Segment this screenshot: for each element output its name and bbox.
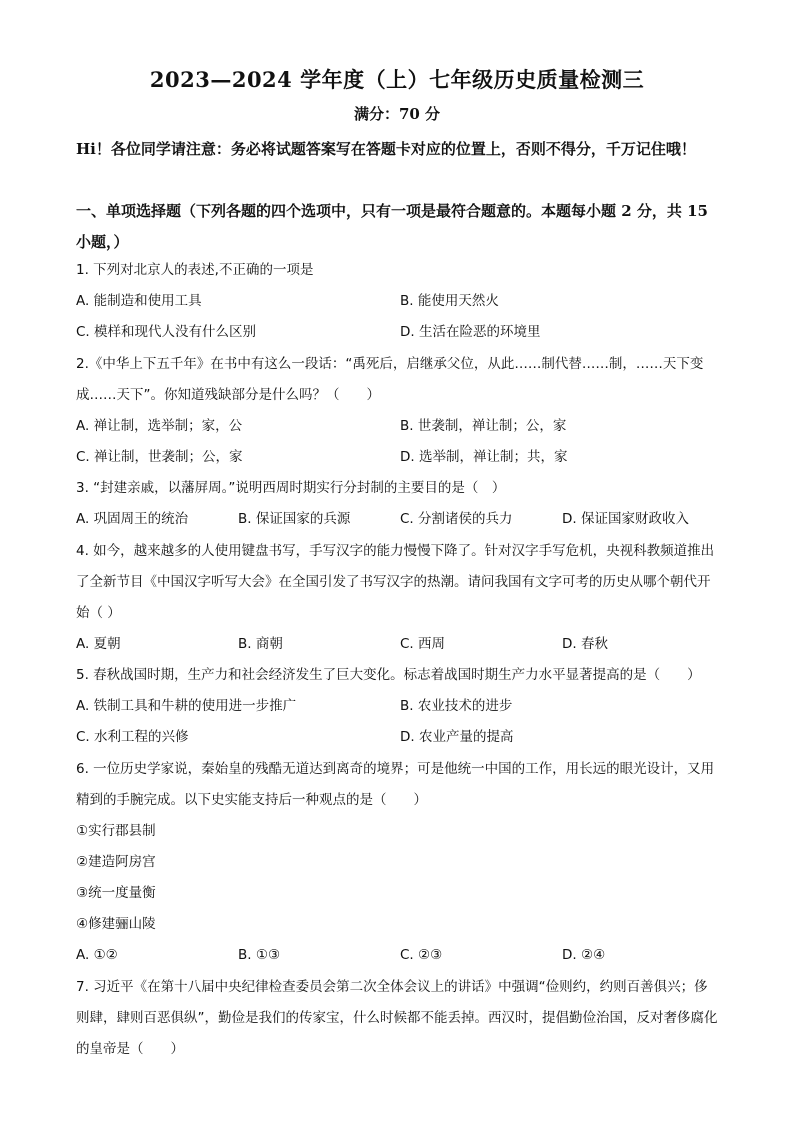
option-b: B. 商朝 (238, 636, 283, 652)
option-d: D. 春秋 (562, 636, 608, 652)
question-1-stem: 1. 下列对北京人的表述,不正确的一项是 (76, 262, 314, 278)
option-a: A. 夏朝 (76, 636, 121, 652)
option-c: C. 水利工程的兴修 (76, 729, 189, 745)
option-a: A. 禅让制，选举制；家，公 (76, 418, 243, 434)
question-5-stem: 5. 春秋战国时期，生产力和社会经济发生了巨大变化。标志着战国时期生产力水平显著提高的是（ ） (76, 667, 701, 683)
question-6-stem: 6. 一位历史学家说，秦始皇的残酷无道达到离奇的境界；可是他统一中国的工作，用长远的眼光设计，又用精到的手腕完成。以下史实能支持后一种观点的是（ ） (76, 761, 715, 808)
option-b: B. 世袭制，禅让制；公，家 (400, 418, 567, 434)
question-4-options (76, 629, 721, 660)
option-c: C. 西周 (400, 636, 446, 652)
question-5-options-row2 (76, 722, 721, 753)
statement-4: ④修建骊山陵 (76, 916, 156, 932)
option-d: D. 选举制，禅让制；共，家 (400, 449, 568, 465)
option-c: C. ②③ (400, 947, 443, 963)
option-b: B. ①③ (238, 947, 281, 963)
section-heading: 一、单项选择题（下列各题的四个选项中，只有一项是最符合题意的。本题每小题 2 分，共 15 小题，） (76, 202, 708, 251)
question-3-stem: 3. “封建亲戚，以藩屏周。”说明西周时期实行分封制的主要目的是（ ） (76, 480, 506, 496)
option-a: A. ①② (76, 947, 118, 963)
question-1-options-row2 (76, 317, 721, 348)
notice-text: Hi！各位同学请注意：务必将试题答案写在答题卡对应的位置上，否则不得分，千万记住哦！ (76, 140, 696, 158)
option-c: C. 禅让制，世袭制；公，家 (76, 449, 243, 465)
question-5-options-row1 (76, 691, 721, 722)
option-d: D. ②④ (562, 947, 606, 963)
option-d: D. 保证国家财政收入 (562, 511, 689, 527)
exam-title: 2023—2024 学年度（上）七年级历史质量检测三 (149, 67, 645, 92)
statement-3: ③统一度量衡 (76, 885, 156, 901)
option-b: B. 农业技术的进步 (400, 698, 513, 714)
statement-1: ①实行郡县制 (76, 823, 156, 839)
question-2-stem: 2.《中华上下五千年》在书中有这么一段话：“禹死后，启继承父位，从此……制代替……制，……天下变成……天下”。你知道残缺部分是什么吗？（ ） (76, 356, 704, 403)
option-d: D. 农业产量的提高 (400, 729, 514, 745)
full-score: 满分：70 分 (353, 105, 441, 123)
question-6-options (76, 940, 721, 971)
question-2-options-row1 (76, 411, 721, 442)
question-4-stem: 4. 如今，越来越多的人使用键盘书写，手写汉字的能力慢慢下降了。针对汉字手写危机，央视科教频道推出了全新节目《中国汉字听写大会》在全国引发了书写汉字的热潮。请问我国有文字可考的历史从哪个朝代开始（ ） (76, 543, 715, 621)
statement-2: ②建造阿房宫 (76, 854, 156, 870)
option-a: A. 能制造和使用工具 (76, 293, 202, 309)
option-b: B. 保证国家的兵源 (238, 511, 351, 527)
option-b: B. 能使用天然火 (400, 293, 499, 309)
option-c: C. 模样和现代人没有什么区别 (76, 324, 257, 340)
option-d: D. 生活在险恶的环境里 (400, 324, 541, 340)
option-a: A. 巩固周王的统治 (76, 511, 189, 527)
option-c: C. 分割诸侯的兵力 (400, 511, 513, 527)
question-2-options-row2 (76, 442, 721, 473)
option-a: A. 铁制工具和牛耕的使用进一步推广 (76, 698, 297, 714)
question-7-stem: 7. 习近平《在第十八届中央纪律检查委员会第二次全体会议上的讲话》中强调“俭则约，约则百善俱兴；侈则肆，肆则百恶俱纵”，勤俭是我们的传家宝，什么时候都不能丢掉。西汉时，提倡勤俭治国，反对奢侈腐化的皇帝是（ ） (76, 979, 718, 1057)
question-1-options-row1 (76, 286, 721, 317)
question-3-options (76, 504, 721, 535)
